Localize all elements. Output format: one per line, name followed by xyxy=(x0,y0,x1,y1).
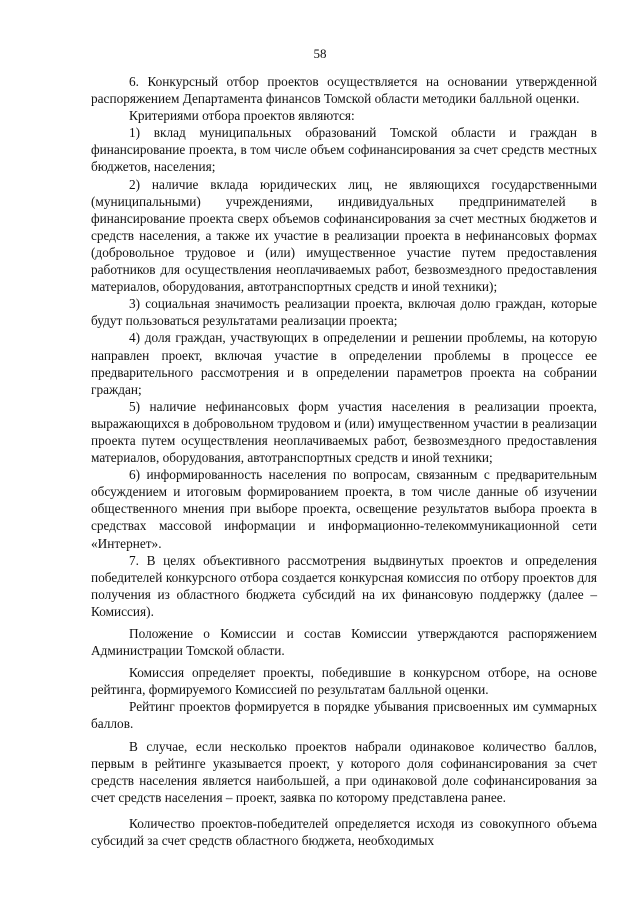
paragraph-clause-6: 6. Конкурсный отбор проектов осуществляется на основании утвержденной распоряжением Департамента финансов Томской области методики балльной оценки. xyxy=(91,74,597,107)
paragraph-criterion-6: 6) информированность населения по вопросам, связанным с предварительным обсуждением и итоговым формированием проекта, в том числе данные об изучении общественного мнения при выборе проекта, освещение результатов выбора проекта в средствах массовой информации и информационно-телекоммуникационной сети «Интернет». xyxy=(91,467,597,551)
paragraph-criterion-3: 3) социальная значимость реализации проекта, включая долю граждан, которые будут пользоваться результатами реализации проекта; xyxy=(91,296,597,329)
paragraph-clause-7: 7. В целях объективного рассмотрения выдвинутых проектов и определения победителей конкурсного отбора создается конкурсная комиссия по отбору проектов для получения из областного бюджета субсидий на их финансовую поддержку (далее – Комиссия). xyxy=(91,552,597,619)
paragraph-equal-scores: В случае, если несколько проектов набрали одинаковое количество баллов, первым в рейтинге указывается проект, у которого доля софинансирования за счет средств населения является наибольшей, а при одинаковой доле софинансирования за счет средств населения – проект, заявка по которому представлена ранее. xyxy=(91,738,597,805)
page-number: 58 xyxy=(313,46,327,61)
paragraph-criterion-4: 4) доля граждан, участвующих в определении и решении проблемы, на которую направлен проект, включая участие в определении проблемы в процессе ее предварительного рассмотрения и в определении параметров проекта на собрании граждан; xyxy=(91,330,597,397)
document-body xyxy=(91,73,597,849)
paragraph-criterion-5: 5) наличие нефинансовых форм участия населения в реализации проекта, выражающихся в добровольном трудовом и (или) имущественном участии в реализации проекта путем осуществления неоплачиваемых работ, безвозмездного предоставления материалов, оборудования, автотранспортных средств и иной техники; xyxy=(91,398,597,466)
paragraph-commission-regulation: Положение о Комиссии и состав Комиссии утверждаются распоряжением Администрации Томской области. xyxy=(91,626,597,659)
paragraph-winners-count: Количество проектов-победителей определяется исходя из совокупного объема субсидий за счет средств областного бюджета, необходимых xyxy=(91,815,597,849)
paragraph-criterion-2: 2) наличие вклада юридических лиц, не являющихся государственными (муниципальными) учреждениями, индивидуальных предпринимателей в финансирование проекта сверх объемов софинансирования за счет местных бюджетов и средств населения, а также их участие в реализации проекта в нефинансовых формах (добровольное трудовое и (или) имущественное участие путем предоставления работников для осуществления неоплачиваемых работ, безвозмездного предоставления материалов, оборудования, автотранспортных средств и иной техники); xyxy=(91,176,597,295)
paragraph-criterion-1: 1) вклад муниципальных образований Томской области и граждан в финансирование проекта, в том числе объем софинансирования за счет средств местных бюджетов, населения; xyxy=(91,125,597,175)
paragraph-commission-determines: Комиссия определяет проекты, победившие в конкурсном отборе, на основе рейтинга, формируемого Комиссией по результатам балльной оценки. xyxy=(91,665,597,698)
paragraph-rating: Рейтинг проектов формируется в порядке убывания присвоенных им суммарных баллов. xyxy=(91,699,597,732)
paragraph-criteria-intro: Критериями отбора проектов являются: xyxy=(129,108,355,124)
